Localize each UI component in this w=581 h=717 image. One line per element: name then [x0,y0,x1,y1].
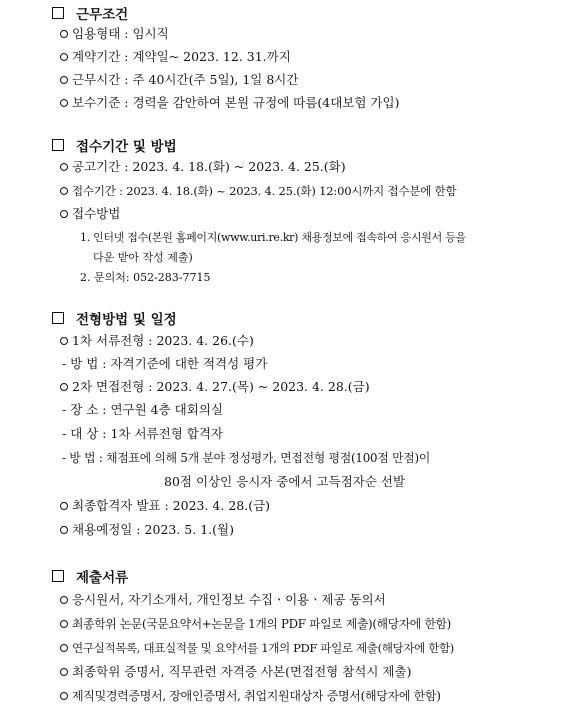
list-item: 최종학위 논문(국문요약서+논문을 1개의 PDF 파일로 제출)(해당자에 한함) [60,614,451,634]
circle-bullet-icon [60,526,68,534]
circle-bullet-icon [60,163,68,171]
list-item: 임용형태 : 임시직 [60,24,169,44]
detail-line: - 대 상 : 1차 서류전형 합격자 [62,426,223,441]
list-item: 접수기간 : 2023. 4. 18.(화) ~ 2023. 4. 25.(화) 12:00시까지 접수분에 한함 [60,181,456,201]
circle-bullet-icon [60,383,68,391]
checkbox-icon [52,7,64,19]
list-item: 채용예정일 : 2023. 5. 1.(월) [60,520,234,540]
list-item: 접수방법 [60,204,120,224]
checkbox-icon [52,570,64,582]
list-item: 보수기준 : 경력을 감안하여 본원 규정에 따름(4대보험 가입) [60,93,399,113]
section-title-application-period: 접수기간 및 방법 [52,135,177,155]
checkbox-icon [52,139,64,151]
list-item: 최종학위 증명서, 직무관련 자격증 사본(면접전형 참석시 제출) [60,662,411,682]
circle-bullet-icon [60,692,68,700]
section-title-documents: 제출서류 [52,566,128,586]
list-item: 응시원서, 자기소개서, 개인정보 수집ㆍ이용ㆍ제공 동의서 [60,590,386,610]
detail-line: 80점 이상인 응시자 중에서 고득점자순 선발 [164,474,406,489]
list-item: 2차 면접전형 : 2023. 4. 27.(목) ~ 2023. 4. 28.(금) [60,377,370,397]
circle-bullet-icon [60,644,68,652]
list-item: 최종합격자 발표 : 2023. 4. 28.(금) [60,496,270,516]
circle-bullet-icon [60,337,68,345]
circle-bullet-icon [60,99,68,107]
circle-bullet-icon [60,210,68,218]
sub-list-item: 2. 문의처: 052-283-7715 [80,271,211,284]
list-item: 연구실적목록, 대표실적물 및 요약서를 1개의 PDF 파일로 제출(해당자에 한함) [60,638,454,658]
sub-list-item: 1. 인터넷 접수(본원 홈페이지(www.uri.re.kr) 채용정보에 접속하여 응시원서 등을 [80,231,466,244]
list-item: 계약기간 : 계약일~ 2023. 12. 31.까지 [60,47,291,67]
circle-bullet-icon [60,76,68,84]
circle-bullet-icon [60,596,68,604]
section-title-work-conditions: 근무조건 [52,3,128,23]
detail-line: - 장 소 : 연구원 4층 대회의실 [62,402,223,417]
list-item: 근무시간 : 주 40시간(주 5일), 1일 8시간 [60,70,298,90]
circle-bullet-icon [60,30,68,38]
section-title-screening: 전형방법 및 일정 [52,308,177,328]
checkbox-icon [52,312,64,324]
list-item: 공고기간 : 2023. 4. 18.(화) ~ 2023. 4. 25.(화) [60,157,346,177]
circle-bullet-icon [60,187,68,195]
circle-bullet-icon [60,620,68,628]
circle-bullet-icon [60,502,68,510]
detail-line: - 방 법 : 채점표에 의해 5개 분야 정성평가, 면접전형 평점(100점 만점)이 [62,451,431,465]
list-item: 제직및경력증명서, 장애인증명서, 취업지원대상자 증명서(해당자에 한함) [60,686,441,706]
circle-bullet-icon [60,53,68,61]
detail-line: - 방 법 : 자격기준에 대한 적격성 평가 [62,356,268,371]
circle-bullet-icon [60,668,68,676]
sub-list-item: 다운 받아 작성 제출) [93,251,193,264]
list-item: 1차 서류전형 : 2023. 4. 26.(수) [60,331,254,351]
